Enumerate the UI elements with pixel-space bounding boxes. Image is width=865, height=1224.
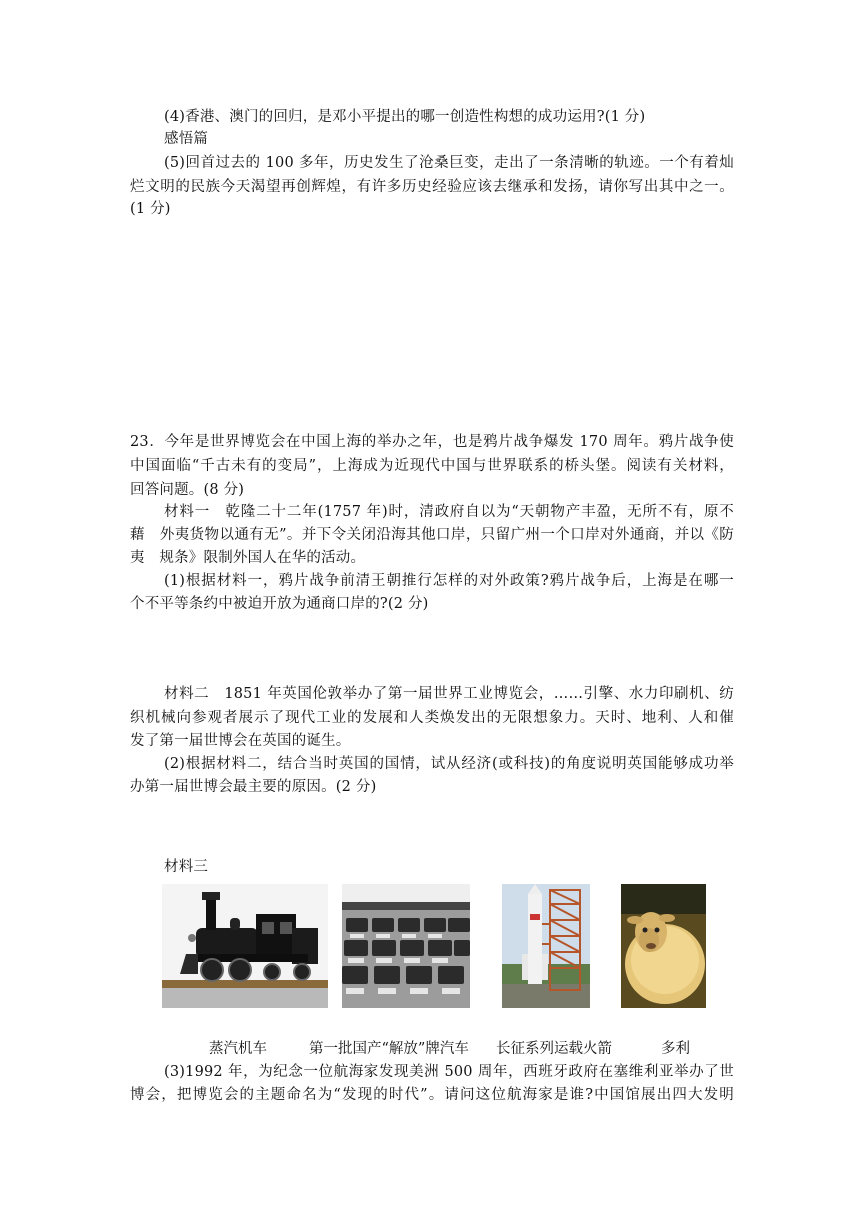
- dolly-sheep-photo: [621, 884, 706, 1008]
- long-march-rocket-photo: [502, 884, 590, 1008]
- sub-question-3-line-1: (3)1992 年，为纪念一位航海家发现美洲 500 周年，西班牙政府在塞维利亚举办了世: [164, 1064, 734, 1080]
- question-5-line-2: 烂文明的民族今天渴望再创辉煌，有许多历史经验应该去继承和发扬，请你写出其中之一。: [130, 179, 734, 195]
- question-5-line-1: (5)回首过去的 100 多年，历史发生了沧桑巨变，走出了一条清晰的轨迹。一个有着灿: [164, 155, 734, 171]
- jiefang-trucks-photo: [342, 884, 470, 1008]
- question-23-line-1: 23．今年是世界博览会在中国上海的举办之年，也是鸦片战争爆发 170 周年。鸦片战争使: [130, 434, 734, 450]
- question-23-line-2: 中国面临“千古未有的变局”，上海成为近现代中国与世界联系的桥头堡。阅读有关材料，: [130, 458, 734, 474]
- material-2-line-1: 材料二 1851 年英国伦敦举办了第一届世界工业博览会，……引擎、水力印刷机、纺: [164, 686, 734, 702]
- question-23-line-3: 回答问题。(8 分): [130, 482, 245, 498]
- material-2-line-3: 发了第一届世博会在英国的诞生。: [130, 733, 351, 749]
- caption-jiefang-trucks: 第一批国产“解放”牌汽车: [309, 1041, 469, 1057]
- caption-dolly-sheep: 多利: [661, 1041, 690, 1057]
- material-1-line-3: 夷 规条》限制外国人在华的活动。: [130, 550, 366, 566]
- sub-question-1-line-2: 个不平等条约中被迫开放为通商口岸的?(2 分): [130, 596, 429, 612]
- sub-question-3-line-2: 博会，把博览会的主题命名为“发现的时代”。请问这位航海家是谁?中国馆展出四大发明: [130, 1087, 734, 1103]
- steam-locomotive-photo: [162, 884, 328, 1008]
- material-2-line-2: 织机械向参观者展示了现代工业的发展和人类焕发出的无限想象力。天时、地利、人和催: [130, 710, 734, 726]
- material-3-heading: 材料三: [164, 859, 209, 875]
- caption-long-march-rocket: 长征系列运载火箭: [496, 1041, 612, 1057]
- material-1-line-1: 材料一 乾隆二十二年(1757 年)时，清政府自以为“天朝物产丰盈，无所不有，原不: [164, 504, 734, 520]
- question-4: (4)香港、澳门的回归，是邓小平提出的哪一创造性构想的成功运用?(1 分): [164, 109, 646, 125]
- caption-steam-locomotive: 蒸汽机车: [209, 1041, 267, 1057]
- section-heading: 感悟篇: [164, 131, 209, 147]
- question-5-line-3: (1 分): [130, 201, 171, 217]
- sub-question-1-line-1: (1)根据材料一，鸦片战争前清王朝推行怎样的对外政策?鸦片战争后，上海是在哪一: [164, 573, 734, 589]
- sub-question-2-line-1: (2)根据材料二，结合当时英国的国情，试从经济(或科技)的角度说明英国能够成功举: [164, 756, 734, 772]
- material-1-line-2: 藉 外夷货物以通有无”。并下令关闭沿海其他口岸，只留广州一个口岸对外通商，并以《防: [130, 527, 734, 543]
- sub-question-2-line-2: 办第一届世博会最主要的原因。(2 分): [130, 779, 377, 795]
